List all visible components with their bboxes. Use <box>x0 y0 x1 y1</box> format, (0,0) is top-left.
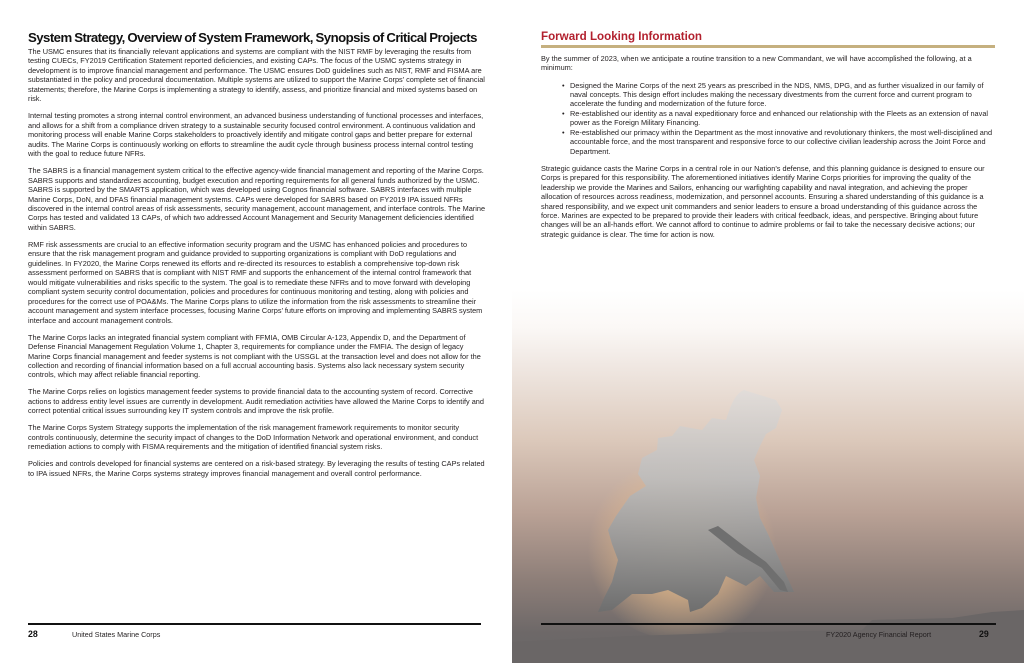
right-page <box>512 0 1024 663</box>
footer-divider <box>541 623 996 625</box>
horizon-ground <box>512 610 1024 663</box>
footer-running-title: FY2020 Agency Financial Report <box>826 630 932 639</box>
paragraph: The Marine Corps lacks an integrated financial system compliant with FFMIA, OMB Circular A-123, Appendix D, and the Department of Defense Financial Management Regulation Volume 1, Chapter 3, requirements for compliance under the FMFIA. The design of legacy Marine Corps financial management and feeder systems is not compliant with the USSGL at the transaction level and does not allow for the collection and recording of financial information based on a full accrual accounting basis. Systems also lack necessary system security controls, which may affect reliable financial reporting. <box>28 332 481 380</box>
title-underline-rule <box>541 45 995 48</box>
right-body-text <box>541 54 995 247</box>
list-item: • Designed the Marine Corps of the next 25 years as prescribed in the NDS, NMS, DPG, and as further visualized in our family of naval concepts. This design effort includes making the necessary divestments from the current force and current program to accelerate the funding and modernization of the future force. <box>562 81 995 109</box>
soldier-figure <box>598 390 794 612</box>
paragraph: The Marine Corps System Strategy supports the implementation of the risk management framework requirements to monitor security controls continuously, determine the security impact of changes to the DoD Information Network and operational environment, and conduct remediation actions to comply with FISMA requirements and the mitigation of identified financial system risks. <box>28 423 479 452</box>
footer-divider <box>28 623 481 625</box>
soldier-silhouette-photo <box>512 290 1024 663</box>
page-number: 29 <box>979 629 989 639</box>
paragraph: The Marine Corps relies on logistics management feeder systems to provide financial data to the accounting system of record. Corrective actions to address entity level issues are currently in development. Audit remediation activities have allowed the Marine Corps to identify and correct potential critical issues surrounding key IT system controls and improve the risk profile. <box>28 387 484 416</box>
list-item: • Re-established our primacy within the Department as the most innovative and revolutionary thinkers, the most well-disciplined and accountable force, and the most transparent and responsive force to our collective civilian leadership across the Joint Force and Department. <box>562 128 995 156</box>
left-body-text <box>28 47 486 486</box>
closing-paragraph: Strategic guidance casts the Marine Corps in a central role in our Nation’s defense, and this planning guidance is designed to ensure our Corps is prepared for this responsibility. The aforementioned initiatives identify Marine Corps priorities for improving the quality of the leadership we provide the Marines and Sailors, enhancing our warfighting capability and naval integration, and achieving the proper allocation of resources across readiness, modernization, and personnel accounts. Ensuring a shared understanding of this guidance is a shared responsibility, and we expect unit commanders and senior leaders to ensure a broad understanding of this guidance across the force. Marines are expected to be prepared to provide their leaders with critical feedback, ideas, and perspective. Bringing about future changes will be an all-hands effort. We cannot afford to continue to admire problems or fail to take the necessary decisive actions; our strategic guidance is clear. The time for action is now. <box>541 163 985 239</box>
paragraph: Internal testing promotes a strong internal control environment, an advanced business understanding of functional processes and interfaces, and allows for a shift from a compliance driven strategy to a sustainable security focused control environment. A continuous validation and monitoring process will enable Marine Corps stakeholders to proactively identify and mitigate control gaps and better prepare for external audits. The Marine Corps is continuously working on efforts to streamline the audit cycle through business process internal control testing with the goal to reduce future NFRs. <box>28 111 484 159</box>
paragraph: Policies and controls developed for financial systems are centered on a risk-based strategy. By leveraging the results of testing CAPs related to IPA issued NFRs, the Marine Corps systems strategy improves financial management and overall control performance. <box>28 459 485 478</box>
section-title-forward-looking: Forward Looking Information <box>541 30 703 43</box>
intro-paragraph: By the summer of 2023, when we anticipate a routine transition to a new Commandant, we will have accomplished the following, at a minimum: <box>541 54 972 73</box>
section-title-system-strategy: System Strategy, Overview of System Framework, Synopsis of Critical Projects <box>28 30 477 45</box>
soldier-silhouette-icon <box>512 290 1024 663</box>
paragraph: The USMC ensures that its financially relevant applications and systems are compliant with the NIST RMF by leveraging the results from testing CUECs, FY2019 Certification Statement reported deficiencies, and existing CAPs. The focus of the USMC systems strategy in development is to improve financial management and performance. The USMC ensures DoD guidelines such as NIST, RMF and FISMA are substantiated in the policy and procedural documentation. Multiple systems are utilized to support the Marine Corps’ complete set of financial statements; therefore, the Marine Corps is implementing a strategy to identify, assess, and prioritize financial and mixed systems based on risk. <box>28 47 485 104</box>
footer-running-title: United States Marine Corps <box>72 630 161 639</box>
list-item: • Re-established our identity as a naval expeditionary force and enhanced our relationship with the Fleets as an extension of naval power as the Foreign Military Financing. <box>562 109 995 128</box>
accomplishments-list <box>541 81 995 157</box>
page-number: 28 <box>28 629 38 639</box>
paragraph: The SABRS is a financial management system critical to the effective agency-wide financial management and reporting of the Marine Corps. SABRS supports and standardizes accounting, budget execution and reporting requirements for all general funds authorized by the USMC. SABRS is supported by the SMARTS application, which was developed using Cognos financial software. SABRS interfaces with multiple Marine Corps, DoN, and DFAS financial management systems. CAPs were developed for SABRS based on FY2019 IPA issued NFRs discovered in the internal control areas of risk assessments, security management, account management, and interface controls. The Marine Corps has tested and validated 13 CAPs, of which two addressed Account Management and Security Management deficiencies identified within SABRS. <box>28 166 486 232</box>
paragraph: RMF risk assessments are crucial to an effective information security program and the USMC has enhanced policies and procedures to ensure that the risk management program and guidance provided to supporting organizations is compliant with DoD regulations and guidelines. In FY2020, the Marine Corps renewed its efforts and re-directed its resources to establish a comprehensive top-down risk assessment performed on SABRS that is compliant with NIST RMF and supports the enhancement of the internal control framework that would mitigate vulnerabilities and risks specific to the system. The goal is to remediate these NFRs and to move forward with developing compliant system security control documentation, policies and procedures for continuous monitoring and testing, along with policies and procedures for the correct use of POA&Ms. The Marine Corps plans to utilize the information from the risk assessments to streamline their account management and system interface processes, focusing Marine Corps’ future efforts on improving and implementing SABRS system interface and account management controls. <box>28 239 483 325</box>
